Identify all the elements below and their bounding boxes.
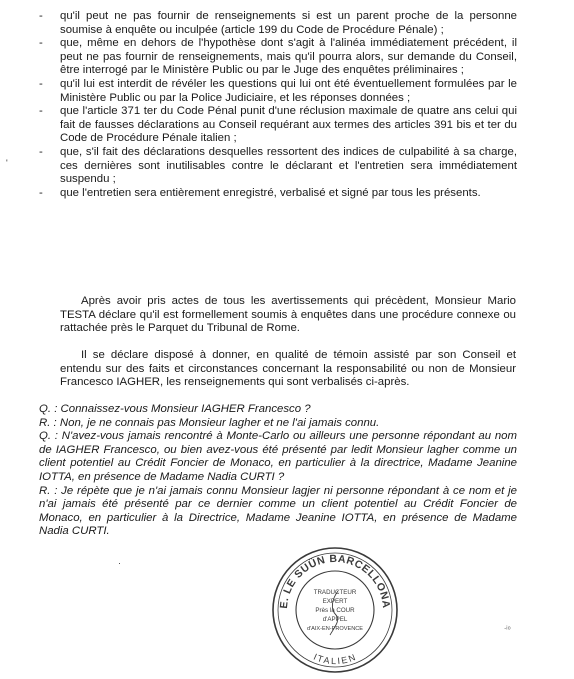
question-2: Q. : N'avez-vous jamais rencontré à Monte-Carlo ou ailleurs une personne répondant au nom de IAGHER Francesco, ou bien avez-vous été présenté par ledit Monsieur lagher comme un client potentiel au Crédit Foncier de Monaco, en particulier à la directrice, Madame Jeanine IOTTA, en présence de Madame Nadia CURTI ?	[39, 430, 517, 483]
seal-line-4: d'APPEL	[322, 616, 348, 623]
page-mark: .ᵢ₀	[504, 622, 511, 631]
bullet-dash: -	[39, 105, 43, 118]
bullet-dash: -	[39, 37, 43, 50]
warning-item-1	[39, 10, 517, 37]
warning-item-3	[39, 78, 517, 105]
warning-item-5	[39, 146, 517, 187]
scan-speck: ·	[118, 558, 121, 568]
seal-line-5: d'AIX-EN-PROVENCE	[306, 626, 364, 632]
answer-2: R. : Je répète que je n'ai jamais connu Monsieur lagjer ni personne répondant à ce nom et je n'ai jamais été présenté par ce dernier comme un client potentiel au Crédit Foncier de Monaco, en particulier à la Directrice, Madame Jeanine IOTTA, en présence de Madame Nadia CURTI.	[39, 484, 517, 538]
witness-paragraph: Il se déclare disposé à donner, en qualité de témoin assisté par son Conseil et entendu sur des faits et circonstances concernant la responsabilité ou non de Monsieur Francesco IAGHER, les renseignements qui sont verbalisés ci-après.	[60, 349, 516, 389]
bullet-dash: -	[39, 10, 43, 22]
warnings-list	[39, 10, 517, 200]
seal-line-3: Près la COUR	[315, 607, 355, 614]
bullet-dash: -	[39, 77, 43, 90]
seal-line-1: TRADUCTEUR	[313, 589, 357, 596]
seal-line-2: EXPERT	[322, 598, 348, 605]
seal-ring-top: E. LE SUÜN BARCELLONA	[277, 552, 393, 610]
declaration-paragraph: Après avoir pris actes de tous les avertissements qui précèdent, Monsieur Mario TESTA déclare qu'il est formellement soumis à enquêtes dans une procédure connexe ou rattachée près le Parquet du Tribunal de Rome.	[60, 295, 516, 335]
warning-text-3: qu'il lui est interdit de révéler les questions qui lui ont été éventuellement formulées par le Ministère Public ou par la Police Judiciaire, et les réponses données ;	[60, 77, 517, 104]
margin-mark: '	[6, 158, 8, 168]
svg-text:ITALIEN	[312, 652, 358, 666]
warning-item-2	[39, 37, 517, 78]
bullet-dash: -	[39, 145, 43, 158]
warning-text-5: que, s'il fait des déclarations desquelles ressortent des indices de culpabilité à sa charge, ces dernières sont inutilisables contre le déclarant et l'entretien sera immédiatement suspendu ;	[60, 145, 517, 186]
translator-seal	[270, 545, 400, 675]
warning-text-6: que l'entretien sera entièrement enregistré, verbalisé et signé par tous les présents.	[60, 186, 481, 199]
bullet-dash: -	[39, 186, 43, 199]
answer-1: R. : Non, je ne connais pas Monsieur lagher et ne l'ai jamais connu.	[39, 416, 380, 429]
warning-text-4: que l'article 371 ter du Code Pénal punit d'une réclusion maximale de quatre ans celui qui fait de fausses déclarations au Conseil requérant aux termes des articles 391 bis et ter du Code de Procédure Pénale italien ;	[60, 105, 517, 145]
interview-transcript	[39, 403, 517, 539]
seal-ring-bottom: ITALIEN	[312, 651, 358, 667]
question-1: Q. : Connaissez-vous Monsieur IAGHER Francesco ?	[39, 403, 311, 415]
warning-item-6	[39, 187, 517, 201]
warning-item-4	[39, 105, 517, 146]
warning-text-2: que, même en dehors de l'hypothèse dont s'agit à l'alinéa immédiatement précédent, il peut ne pas fournir de renseignements, mais qu'il pourra alors, sur demande du Conseil, être interrogé par le Ministère Public ou par le Juge des enquêtes préliminaires ;	[60, 37, 517, 77]
warning-text-1: qu'il peut ne pas fournir de renseignements si est un parent proche de la personne soumise à enquête ou inculpée (article 199 du Code de Procédure Pénale) ;	[60, 10, 517, 36]
